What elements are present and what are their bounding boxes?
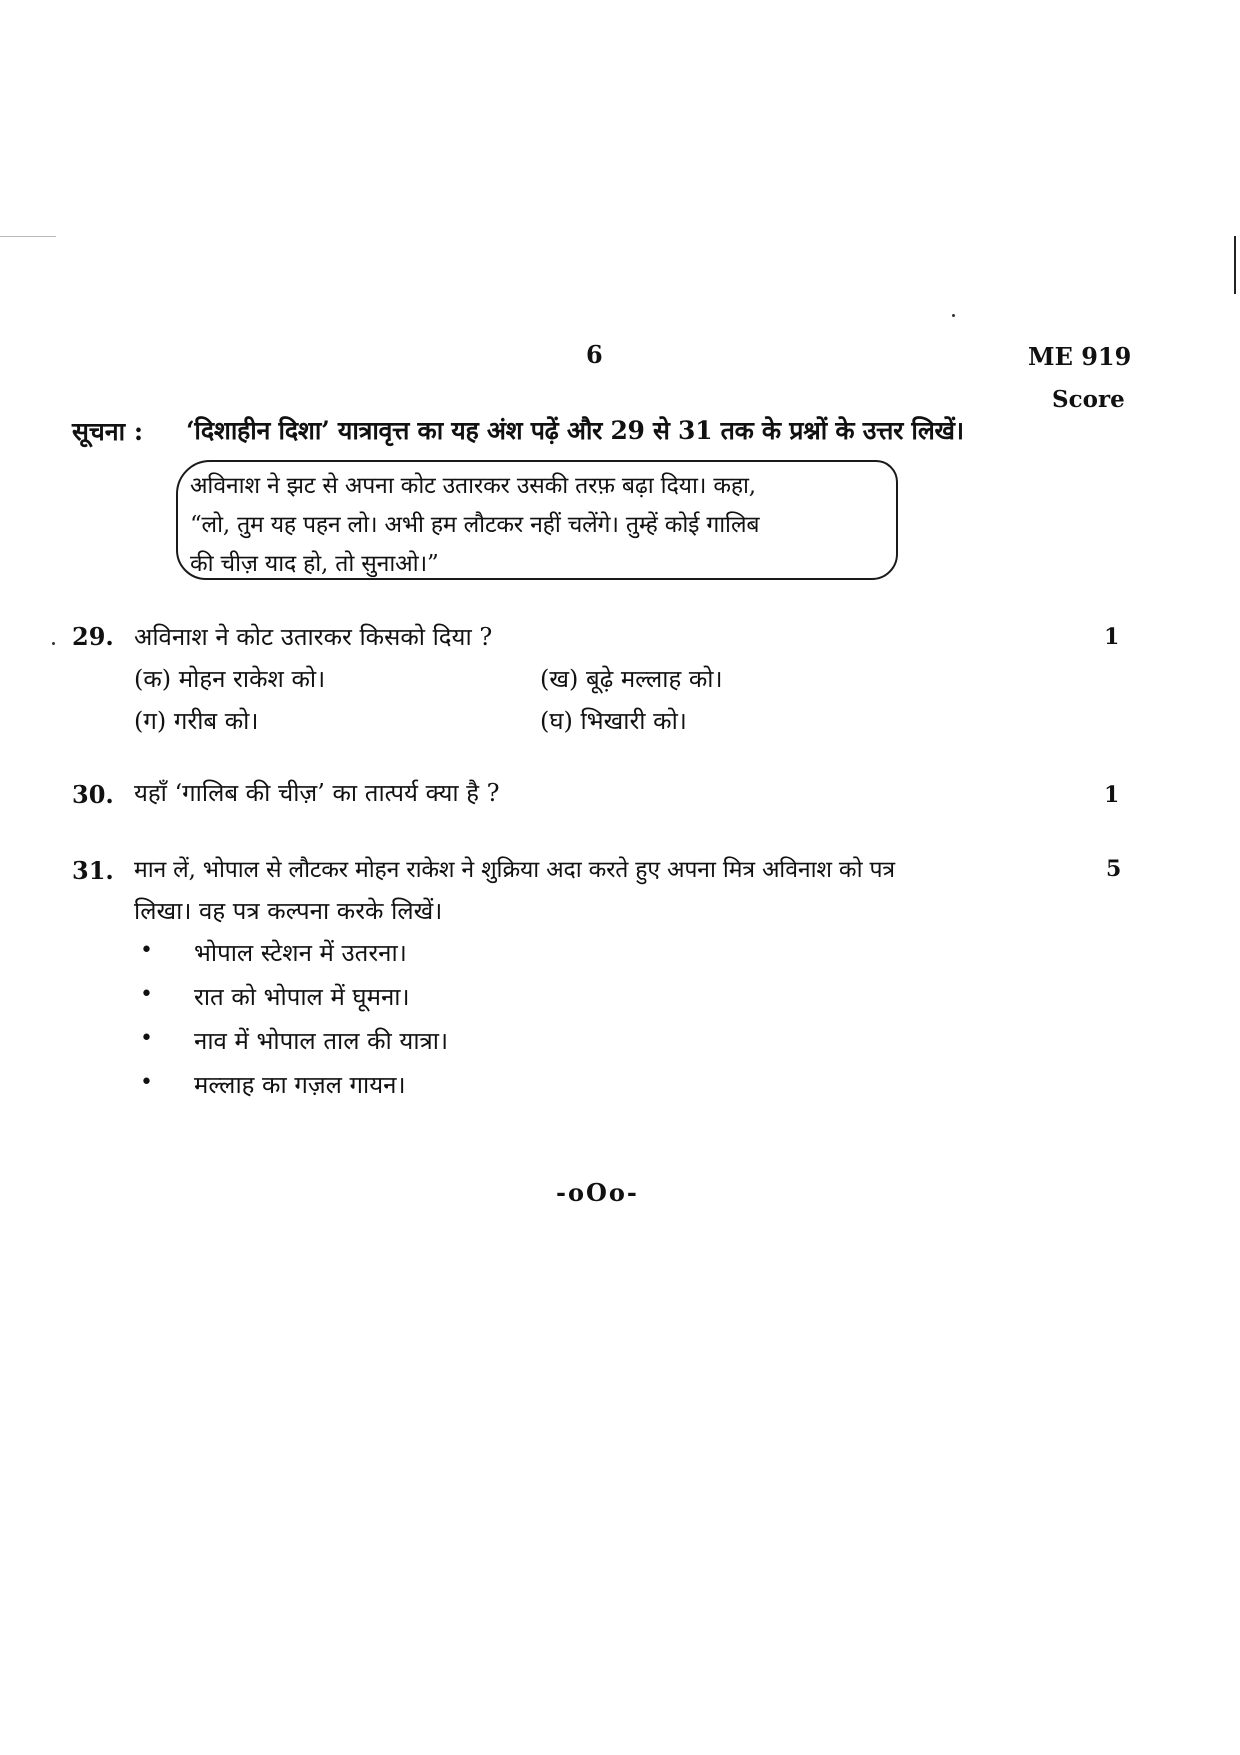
- paper-code: ME 919: [1028, 342, 1132, 371]
- question-number: 30.: [72, 780, 114, 809]
- bullet-icon: •: [140, 982, 153, 1007]
- question-text: यहाँ ‘गालिब की चीज़’ का तात्पर्य क्या है ?: [134, 779, 500, 807]
- page-number: 6: [586, 340, 603, 369]
- question-score: 5: [1106, 856, 1122, 882]
- instruction-text: ‘दिशाहीन दिशा’ यात्रावृत्त का यह अंश पढ़ें और 29 से 31 तक के प्रश्नों के उत्तर लिखें।: [186, 416, 964, 445]
- scan-artifact-dash: [0, 236, 56, 237]
- passage-line: की चीज़ याद हो, तो सुनाओ।”: [190, 551, 439, 577]
- passage-line: “लो, तुम यह पहन लो। अभी हम लौटकर नहीं चलेंगे। तुम्हें कोई गालिब: [190, 512, 760, 538]
- question-number: 31.: [72, 856, 114, 885]
- passage-line: अविनाश ने झट से अपना कोट उतारकर उसकी तरफ़ बढ़ा दिया। कहा,: [190, 473, 756, 499]
- question-score: 1: [1104, 782, 1120, 808]
- option-ga: (ग) गरीब को।: [134, 707, 259, 735]
- scan-artifact-dot: [952, 314, 955, 317]
- instruction-label: सूचना :: [72, 417, 144, 446]
- option-kha: (ख) बूढ़े मल्लाह को।: [540, 665, 723, 693]
- question-score: 1: [1104, 624, 1120, 650]
- question-text: मान लें, भोपाल से लौटकर मोहन राकेश ने शुक्रिया अदा करते हुए अपना मित्र अविनाश को पत्र: [134, 857, 895, 883]
- score-column-label: Score: [1052, 386, 1125, 413]
- bullet-icon: •: [140, 1070, 153, 1095]
- letter-point: मल्लाह का गज़ल गायन।: [194, 1071, 406, 1099]
- question-number: 29.: [72, 622, 114, 651]
- question-text: अविनाश ने कोट उतारकर किसको दिया ?: [134, 623, 493, 651]
- scan-artifact-margin-line: [1234, 236, 1236, 294]
- question-text-continued: लिखा। वह पत्र कल्पना करके लिखें।: [134, 897, 443, 925]
- letter-point: नाव में भोपाल ताल की यात्रा।: [194, 1027, 449, 1055]
- bullet-icon: •: [140, 938, 153, 963]
- letter-point: रात को भोपाल में घूमना।: [194, 983, 410, 1011]
- scan-artifact-dot: [52, 642, 55, 645]
- letter-point: भोपाल स्टेशन में उतरना।: [194, 939, 407, 967]
- option-gha: (घ) भिखारी को।: [540, 707, 687, 735]
- option-ka: (क) मोहन राकेश को।: [134, 665, 326, 693]
- end-of-paper-mark: -oOo-: [556, 1178, 639, 1207]
- bullet-icon: •: [140, 1026, 153, 1051]
